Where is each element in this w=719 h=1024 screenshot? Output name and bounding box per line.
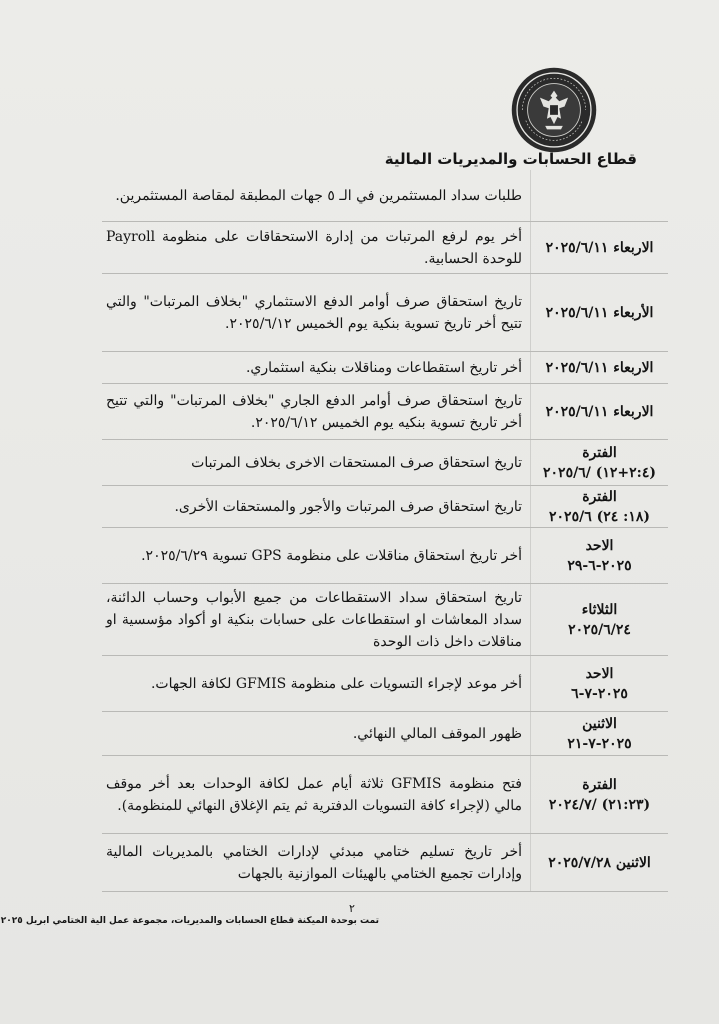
row-date [530,712,668,755]
page-number: ٢ [349,902,355,915]
row-description: تاريخ استحقاق سداد الاستقطاعات من جميع الأبواب وحساب الدائنة، سداد المعاشات او استقطاعات على حسابات بنكية او أكواد مؤسسية او مناقلات داخل ذات الوحدة [106,589,522,650]
ministry-seal-icon [510,66,598,154]
row-date [530,756,668,833]
row-date-line1: الأربعاء ٢٠٢٥/٦/١١ [545,304,654,321]
row-date [530,384,668,439]
row-description: أخر تاريخ استقطاعات ومناقلات بنكية استثماري. [245,359,522,376]
row-date-line1: الاثنين [582,715,617,732]
row-date-line1: الفترة [582,444,617,461]
row-description: ظهور الموقف المالي النهائي. [352,725,522,742]
row-date [530,170,668,221]
table-row [102,584,668,656]
row-date [530,486,668,527]
row-date-line2: (٢١:٢٣) /٢٠٢٤/٧ [548,796,651,813]
table-row [102,712,668,756]
table-row [102,528,668,584]
row-date-line2: ٢٠٢٥-٦-٢٩ [567,557,632,574]
row-date-line2: ٢٠٢٥-٧-٦ [571,685,628,702]
row-date [530,656,668,711]
row-date-line2: ٢٠٢٥/٦/٢٤ [568,621,631,638]
row-date [530,834,668,891]
row-date-line1: الاربعاء ٢٠٢٥/٦/١١ [545,239,654,256]
row-date-line2: ٢٠٢٥-٧-٢١ [567,735,632,752]
row-description: تاريخ استحقاق صرف المستحقات الاخرى بخلاف المرتبات [191,454,522,471]
row-date-line2: (٢:٤+١٢) /٢٠٢٥/٦ [543,464,656,481]
row-description: أخر تاريخ استحقاق مناقلات على منظومة GPS تسوية ٢٠٢٥/٦/٢٩. [141,547,522,564]
table-row [102,274,668,352]
table-row [102,834,668,892]
row-date-line1: الفترة [582,776,617,793]
ministry-of-finance-logo [510,66,598,154]
row-date [530,440,668,485]
table-row [102,222,668,274]
row-description: أخر يوم لرفع المرتبات من إدارة الاستحقاقات على منظومة Payroll للوحدة الحسابية. [106,228,522,267]
table-row [102,656,668,712]
row-date-line2: (١٨: ٢٤) ٢٠٢٥/٦ [549,508,650,525]
row-date-line1: الاربعاء ٢٠٢٥/٦/١١ [545,359,654,376]
table-row [102,384,668,440]
row-date-line1: الثلاثاء [581,601,618,618]
row-date-line1: الاحد [585,665,614,682]
row-description: طلبات سداد المستثمرين في الـ ٥ جهات المطبقة لمقاصة المستثمرين. [115,187,522,204]
row-description: أخر تاريخ تسليم ختامي مبدئي لإدارات الختامي بالمديريات المالية وإدارات تجميع الختامي بالهيئات الموازنية بالجهات [106,843,522,882]
table-row [102,440,668,486]
row-description: تاريخ استحقاق صرف المرتبات والأجور والمستحقات الأخرى. [174,498,522,515]
row-date-line1: الاحد [585,537,614,554]
row-date [530,528,668,583]
table-row [102,170,668,222]
schedule-table [102,170,668,892]
row-description: أخر موعد لإجراء التسويات على منظومة GFMIS لكافة الجهات. [150,675,522,692]
row-date [530,584,668,655]
row-date [530,222,668,273]
row-date [530,274,668,351]
table-row [102,352,668,384]
row-date-line1: الفترة [582,488,617,505]
row-description: تاريخ استحقاق صرف أوامر الدفع الاستثماري "بخلاف المرتبات" والتي تتيح أخر تاريخ تسوية بنكية يوم الخميس ٢٠٢٥/٦/١٢. [106,293,522,332]
table-row [102,486,668,528]
row-description: تاريخ استحقاق صرف أوامر الدفع الجاري "بخلاف المرتبات" والتي تتيح أخر تاريخ تسوية بنكيه يوم الخميس ٢٠٢٥/٦/١٢. [106,392,522,431]
row-date-line1: الاثنين ٢٠٢٥/٧/٢٨ [548,854,651,871]
footer-note: تمت بوحدة الميكنة قطاع الحسابات والمديريات، مجموعة عمل الية الختامي ابريل ٢٠٢٥ [0,916,379,926]
row-description: فتح منظومة GFMIS ثلاثة أيام عمل لكافة الوحدات بعد أخر موقف مالي (لإجراء كافة التسويات الدفترية ثم يتم الإغلاق النهائي للمنظومة). [106,775,522,814]
table-row [102,756,668,834]
sector-title: قطاع الحسابات والمديريات المالية [384,150,637,168]
row-date [530,352,668,383]
row-date-line1: الاربعاء ٢٠٢٥/٦/١١ [545,403,654,420]
